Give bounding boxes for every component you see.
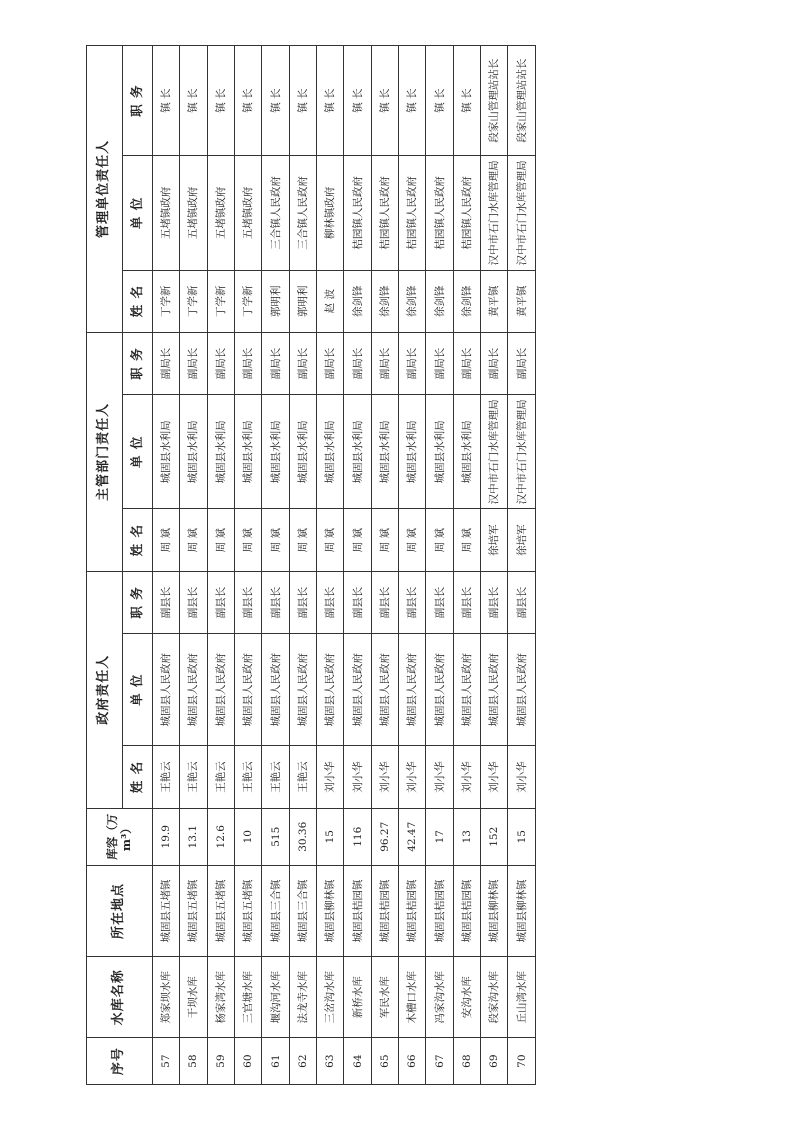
cell-name: 堰沟河水库 — [262, 957, 289, 1038]
cell-seq: 70 — [508, 1038, 536, 1085]
cell-mgmt-title: 镇 长 — [426, 46, 453, 156]
cell-mgmt-title: 镇 长 — [371, 46, 398, 156]
cell-mgmt-name: 徐剑锋 — [426, 270, 453, 332]
cell-mgmt-name: 徐剑锋 — [344, 270, 371, 332]
header-mgmt-responsible: 管理单位责任人 — [87, 46, 123, 333]
cell-dept-unit: 城固县水利局 — [453, 395, 480, 509]
table-row — [289, 46, 316, 1085]
cell-gov-title: 副县长 — [262, 571, 289, 633]
cell-gov-title: 副县长 — [371, 571, 398, 633]
cell-seq: 66 — [399, 1038, 426, 1085]
cell-gov-title: 副县长 — [426, 571, 453, 633]
cell-dept-title: 副局长 — [371, 332, 398, 394]
cell-dept-unit: 汉中市石门水库管理局 — [481, 395, 508, 509]
cell-dept-unit: 城固县水利局 — [344, 395, 371, 509]
cell-mgmt-unit: 桔园镇人民政府 — [453, 156, 480, 270]
cell-location: 城固县五堵镇 — [153, 865, 180, 956]
cell-mgmt-title: 镇 长 — [399, 46, 426, 156]
cell-mgmt-unit: 桔园镇人民政府 — [371, 156, 398, 270]
cell-name: 木槽口水库 — [399, 957, 426, 1038]
cell-capacity: 17 — [426, 808, 453, 865]
table-body — [153, 46, 536, 1085]
cell-dept-unit: 城固县水利局 — [207, 395, 234, 509]
cell-mgmt-name: 黄平镇 — [481, 270, 508, 332]
cell-mgmt-unit: 五堵镇政府 — [235, 156, 262, 270]
header-mgmt-unit: 单 位 — [123, 156, 153, 270]
cell-dept-title: 副局长 — [317, 332, 344, 394]
table-row — [426, 46, 453, 1085]
cell-name: 干坝水库 — [180, 957, 207, 1038]
cell-name: 冯家沟水库 — [426, 957, 453, 1038]
header-gov-unit: 单 位 — [123, 634, 153, 746]
cell-capacity: 152 — [481, 808, 508, 865]
cell-gov-unit: 城固县人民政府 — [317, 634, 344, 746]
cell-dept-name: 周 斌 — [180, 509, 207, 571]
cell-mgmt-unit: 三合镇人民政府 — [289, 156, 316, 270]
cell-dept-unit: 城固县水利局 — [153, 395, 180, 509]
cell-seq: 61 — [262, 1038, 289, 1085]
cell-mgmt-title: 镇 长 — [207, 46, 234, 156]
cell-dept-title: 副局长 — [481, 332, 508, 394]
cell-gov-unit: 城固县人民政府 — [399, 634, 426, 746]
table-row — [453, 46, 480, 1085]
cell-dept-unit: 城固县水利局 — [317, 395, 344, 509]
header-gov-name: 姓 名 — [123, 746, 153, 808]
cell-name: 郑家坝水库 — [153, 957, 180, 1038]
cell-gov-name: 王艳云 — [180, 746, 207, 808]
cell-dept-title: 副局长 — [153, 332, 180, 394]
cell-mgmt-name: 丁学新 — [180, 270, 207, 332]
cell-name: 三岔沟水库 — [317, 957, 344, 1038]
cell-gov-title: 副县长 — [289, 571, 316, 633]
cell-mgmt-title: 镇 长 — [180, 46, 207, 156]
cell-location: 城固县桔园镇 — [399, 865, 426, 956]
cell-dept-name: 周 斌 — [399, 509, 426, 571]
cell-gov-name: 王艳云 — [235, 746, 262, 808]
cell-mgmt-name: 徐剑锋 — [371, 270, 398, 332]
header-gov-responsible: 政府责任人 — [87, 571, 123, 808]
table-row — [153, 46, 180, 1085]
cell-gov-name: 刘小华 — [371, 746, 398, 808]
cell-gov-unit: 城固县人民政府 — [262, 634, 289, 746]
cell-location: 城固县柳林镇 — [481, 865, 508, 956]
cell-mgmt-name: 徐剑锋 — [399, 270, 426, 332]
cell-dept-title: 副局长 — [426, 332, 453, 394]
cell-capacity: 10 — [235, 808, 262, 865]
cell-mgmt-title: 镇 长 — [262, 46, 289, 156]
cell-gov-unit: 城固县人民政府 — [453, 634, 480, 746]
cell-dept-name: 徐培军 — [508, 509, 536, 571]
cell-location: 城固县三合镇 — [289, 865, 316, 956]
header-capacity: 库容（万m³） — [87, 808, 153, 865]
cell-gov-title: 副县长 — [453, 571, 480, 633]
cell-dept-name: 周 斌 — [344, 509, 371, 571]
cell-gov-name: 刘小华 — [508, 746, 536, 808]
cell-location: 城固县柳林镇 — [317, 865, 344, 956]
cell-dept-unit: 城固县水利局 — [399, 395, 426, 509]
cell-gov-name: 刘小华 — [481, 746, 508, 808]
table-row — [262, 46, 289, 1085]
reservoir-responsibility-table — [86, 45, 536, 1085]
cell-gov-title: 副县长 — [235, 571, 262, 633]
cell-location: 城固县五堵镇 — [180, 865, 207, 956]
cell-gov-unit: 城固县人民政府 — [153, 634, 180, 746]
cell-dept-name: 周 斌 — [235, 509, 262, 571]
cell-dept-name: 周 斌 — [207, 509, 234, 571]
cell-mgmt-name: 郭明利 — [289, 270, 316, 332]
cell-gov-title: 副县长 — [344, 571, 371, 633]
cell-gov-title: 副县长 — [508, 571, 536, 633]
cell-location: 城固县五堵镇 — [235, 865, 262, 956]
cell-gov-title: 副县长 — [399, 571, 426, 633]
cell-mgmt-name: 丁学新 — [207, 270, 234, 332]
cell-mgmt-name: 丁学新 — [235, 270, 262, 332]
cell-name: 杨家湾水库 — [207, 957, 234, 1038]
cell-location: 城固县桔园镇 — [371, 865, 398, 956]
cell-mgmt-name: 赵 波 — [317, 270, 344, 332]
cell-mgmt-unit: 桔园镇人民政府 — [344, 156, 371, 270]
cell-name: 三官塘水库 — [235, 957, 262, 1038]
table-row — [317, 46, 344, 1085]
cell-dept-name: 徐培军 — [481, 509, 508, 571]
cell-dept-title: 副局长 — [235, 332, 262, 394]
cell-mgmt-unit: 五堵镇政府 — [180, 156, 207, 270]
table-row — [207, 46, 234, 1085]
cell-gov-unit: 城固县人民政府 — [426, 634, 453, 746]
header-dept-unit: 单 位 — [123, 395, 153, 509]
table-row — [235, 46, 262, 1085]
cell-location: 城固县五堵镇 — [207, 865, 234, 956]
header-mgmt-title: 职 务 — [123, 46, 153, 156]
cell-mgmt-unit: 五堵镇政府 — [153, 156, 180, 270]
cell-seq: 57 — [153, 1038, 180, 1085]
cell-dept-title: 副局长 — [453, 332, 480, 394]
cell-mgmt-unit: 柳林镇政府 — [317, 156, 344, 270]
table-row — [508, 46, 536, 1085]
cell-capacity: 116 — [344, 808, 371, 865]
table-row — [399, 46, 426, 1085]
cell-mgmt-title: 镇 长 — [235, 46, 262, 156]
cell-capacity: 30.36 — [289, 808, 316, 865]
cell-dept-unit: 城固县水利局 — [371, 395, 398, 509]
cell-capacity: 13 — [453, 808, 480, 865]
cell-mgmt-name: 丁学新 — [153, 270, 180, 332]
cell-gov-name: 刘小华 — [399, 746, 426, 808]
cell-capacity: 13.1 — [180, 808, 207, 865]
cell-dept-unit: 城固县水利局 — [426, 395, 453, 509]
cell-location: 城固县柳林镇 — [508, 865, 536, 956]
cell-mgmt-unit: 汉中市石门水库管理局 — [508, 156, 536, 270]
cell-dept-name: 周 斌 — [426, 509, 453, 571]
cell-dept-title: 副局长 — [344, 332, 371, 394]
cell-location: 城固县三合镇 — [262, 865, 289, 956]
cell-seq: 62 — [289, 1038, 316, 1085]
cell-dept-unit: 城固县水利局 — [180, 395, 207, 509]
cell-capacity: 12.6 — [207, 808, 234, 865]
cell-dept-unit: 城固县水利局 — [262, 395, 289, 509]
cell-gov-name: 王艳云 — [207, 746, 234, 808]
header-row-1 — [87, 46, 123, 1085]
cell-dept-unit: 汉中市石门水库管理局 — [508, 395, 536, 509]
cell-seq: 69 — [481, 1038, 508, 1085]
cell-gov-name: 刘小华 — [317, 746, 344, 808]
cell-gov-name: 刘小华 — [344, 746, 371, 808]
cell-dept-title: 副局长 — [289, 332, 316, 394]
cell-name: 法龙寺水库 — [289, 957, 316, 1038]
cell-mgmt-unit: 五堵镇政府 — [207, 156, 234, 270]
cell-capacity: 15 — [317, 808, 344, 865]
table-row — [180, 46, 207, 1085]
cell-gov-unit: 城固县人民政府 — [207, 634, 234, 746]
cell-name: 段家沟水库 — [481, 957, 508, 1038]
header-mgmt-name: 姓 名 — [123, 270, 153, 332]
cell-gov-unit: 城固县人民政府 — [371, 634, 398, 746]
cell-dept-title: 副局长 — [508, 332, 536, 394]
cell-seq: 59 — [207, 1038, 234, 1085]
header-seq: 序号 — [87, 1038, 153, 1085]
cell-mgmt-unit: 桔园镇人民政府 — [399, 156, 426, 270]
rotated-table-container — [86, 45, 536, 1085]
cell-dept-name: 周 斌 — [262, 509, 289, 571]
header-location: 所在地点 — [87, 865, 153, 956]
cell-mgmt-title: 镇 长 — [344, 46, 371, 156]
cell-gov-unit: 城固县人民政府 — [344, 634, 371, 746]
cell-dept-name: 周 斌 — [153, 509, 180, 571]
cell-gov-name: 刘小华 — [426, 746, 453, 808]
cell-seq: 67 — [426, 1038, 453, 1085]
cell-gov-unit: 城固县人民政府 — [481, 634, 508, 746]
table-row — [371, 46, 398, 1085]
cell-gov-title: 副县长 — [317, 571, 344, 633]
cell-mgmt-title: 镇 长 — [289, 46, 316, 156]
cell-seq: 65 — [371, 1038, 398, 1085]
cell-name: 丘山湾水库 — [508, 957, 536, 1038]
cell-gov-unit: 城固县人民政府 — [508, 634, 536, 746]
cell-gov-title: 副县长 — [207, 571, 234, 633]
cell-name: 新桥水库 — [344, 957, 371, 1038]
cell-dept-title: 副局长 — [207, 332, 234, 394]
cell-mgmt-name: 郭明利 — [262, 270, 289, 332]
cell-seq: 68 — [453, 1038, 480, 1085]
table-row — [344, 46, 371, 1085]
cell-seq: 58 — [180, 1038, 207, 1085]
cell-dept-title: 副局长 — [180, 332, 207, 394]
cell-dept-title: 副局长 — [262, 332, 289, 394]
cell-mgmt-name: 黄平镇 — [508, 270, 536, 332]
cell-capacity: 42.47 — [399, 808, 426, 865]
cell-mgmt-title: 镇 长 — [153, 46, 180, 156]
cell-mgmt-title: 镇 长 — [453, 46, 480, 156]
table-row — [481, 46, 508, 1085]
cell-mgmt-unit: 汉中市石门水库管理局 — [481, 156, 508, 270]
cell-location: 城固县桔园镇 — [344, 865, 371, 956]
header-gov-title: 职 务 — [123, 571, 153, 633]
cell-dept-name: 周 斌 — [453, 509, 480, 571]
cell-gov-title: 副县长 — [153, 571, 180, 633]
header-dept-name: 姓 名 — [123, 509, 153, 571]
cell-name: 军民水库 — [371, 957, 398, 1038]
cell-dept-name: 周 斌 — [289, 509, 316, 571]
cell-capacity: 515 — [262, 808, 289, 865]
cell-gov-name: 王艳云 — [262, 746, 289, 808]
cell-dept-unit: 城固县水利局 — [235, 395, 262, 509]
cell-mgmt-name: 徐剑锋 — [453, 270, 480, 332]
cell-dept-title: 副局长 — [399, 332, 426, 394]
cell-gov-unit: 城固县人民政府 — [180, 634, 207, 746]
cell-mgmt-unit: 桔园镇人民政府 — [426, 156, 453, 270]
cell-mgmt-title: 段家山管理站站长 — [508, 46, 536, 156]
cell-capacity: 15 — [508, 808, 536, 865]
cell-mgmt-unit: 三合镇人民政府 — [262, 156, 289, 270]
cell-seq: 63 — [317, 1038, 344, 1085]
header-dept-responsible: 主管部门责任人 — [87, 332, 123, 571]
cell-gov-name: 刘小华 — [453, 746, 480, 808]
cell-location: 城固县桔园镇 — [453, 865, 480, 956]
cell-name: 安沟水库 — [453, 957, 480, 1038]
cell-gov-unit: 城固县人民政府 — [289, 634, 316, 746]
header-reservoir-name: 水库名称 — [87, 957, 153, 1038]
cell-seq: 64 — [344, 1038, 371, 1085]
cell-dept-name: 周 斌 — [371, 509, 398, 571]
cell-mgmt-title: 段家山管理站站长 — [481, 46, 508, 156]
cell-location: 城固县桔园镇 — [426, 865, 453, 956]
cell-dept-unit: 城固县水利局 — [289, 395, 316, 509]
header-dept-title: 职 务 — [123, 332, 153, 394]
cell-gov-name: 王艳云 — [289, 746, 316, 808]
cell-mgmt-title: 镇 长 — [317, 46, 344, 156]
cell-gov-unit: 城固县人民政府 — [235, 634, 262, 746]
cell-gov-title: 副县长 — [481, 571, 508, 633]
cell-capacity: 96.27 — [371, 808, 398, 865]
cell-gov-name: 王艳云 — [153, 746, 180, 808]
cell-seq: 60 — [235, 1038, 262, 1085]
cell-gov-title: 副县长 — [180, 571, 207, 633]
cell-dept-name: 周 斌 — [317, 509, 344, 571]
cell-capacity: 19.9 — [153, 808, 180, 865]
